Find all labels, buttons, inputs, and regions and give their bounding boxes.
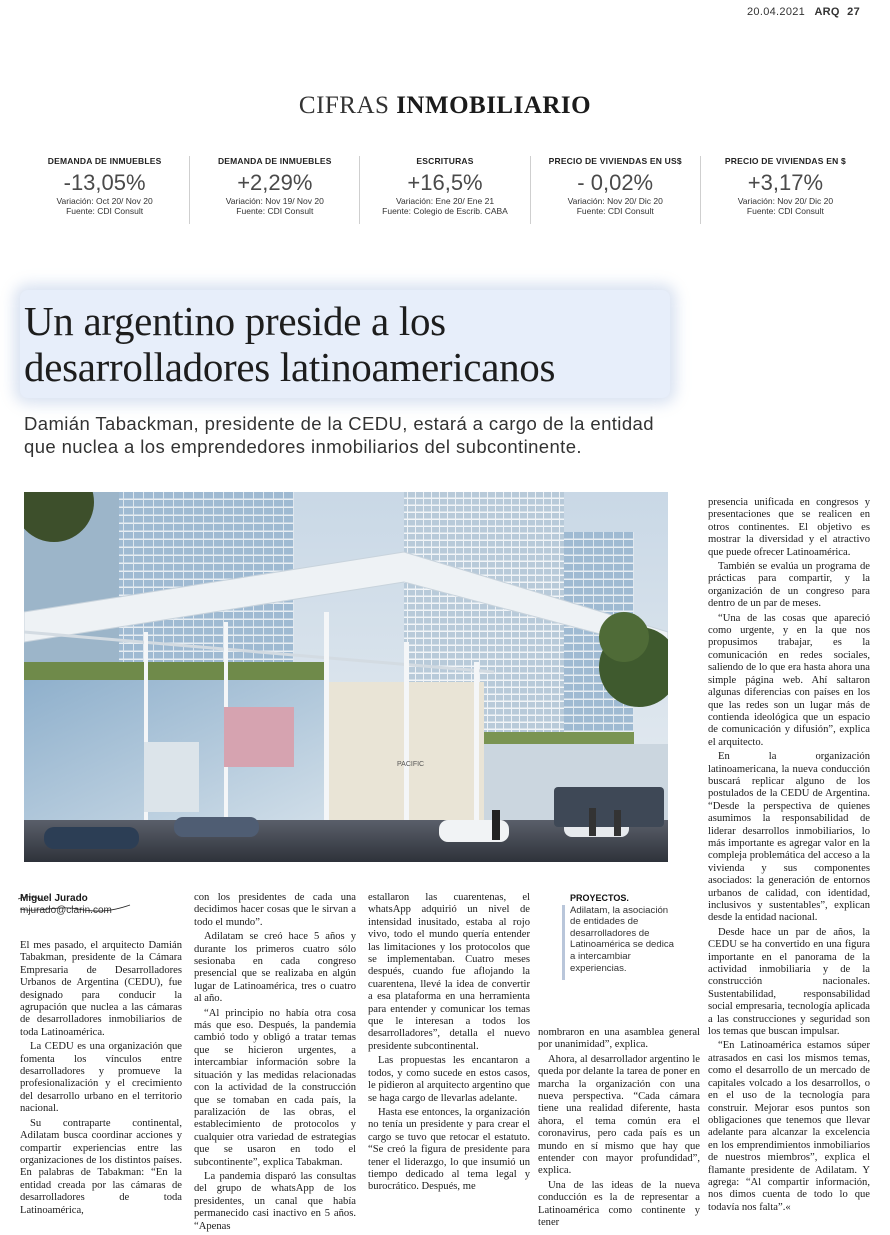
paragraph: En la organización latinoamericana, la nueva conducción buscará replicar alguno de los postulados de la CEDU de Argentina. “Desde la perspectiva de quienes asumimos la responsabilidad de liderar desarrollos inmobiliarios, lo más importante es agregar valor en la compleja problemática del acceso a la vivienda y sus componentes asociados: la generación de entornos urbanos de calidad, con identidad, inclusivos y sustentables”, explican desde la entidad nacional. [708,751,870,924]
stat-source: Fuente: CDI Consult [746,206,824,216]
stat-label: PRECIO DE VIVIENDAS EN US$ [548,156,682,166]
stat-value: +3,17% [747,170,824,195]
paragraph: La pandemia disparó las consultas del grupo de whatsApp de los presidentes, un canal que había permanecido casi inactivo en 5 años. “Apenas [194,1170,356,1232]
headline-line2: desarrolladores latinoamericanos [24,344,556,390]
stat-source: Fuente: CDI Consult [66,206,144,216]
page-number: 27 [847,6,860,18]
section-name: ARQ [814,6,840,18]
paragraph: nombraron en una asamblea general por unanimidad”, explica. [538,1027,700,1051]
paragraph: “Una de las cosas que apareció como urgente, y en la que nos propusimos trabajar, es la comunicación en redes sociales, saliendo de lo que era hasta ahora una simple página web. Ahí saltaron algunas diferencias con países en los que las redes son un lugar más de contienda ideológica que un espacio de comunicación y difusión”, explica el arquitecto. [708,612,870,748]
stats-row [20,156,870,224]
column-5 [708,497,870,1216]
deck-line2: que nuclea a los emprendedores inmobiliarios del subcontinente. [24,436,582,457]
paragraph: Las propuestas les encantaron a todos, y como sucede en estos casos, le pidieron al arquitecto argentino que se haga cargo de llevarlas adelante. [368,1055,530,1104]
stat-label: PRECIO DE VIVIENDAS EN $ [724,156,846,166]
stat-variation: Variación: Nov 20/ Dic 20 [737,196,834,206]
stat-label: DEMANDA DE INMUEBLES [217,156,332,166]
paragraph: “Al principio no había otra cosa más que eso. Después, la pandemia cambió todo y obligó a tratar temas que se hicieron urgentes, a intercambiar información sobre la situación y las medidas relacionadas con la actividad de la construcción que se tomaban en cada país, la paralización de las obras, el establecimiento de protocolos y cualquier otra variedad de estrategias que se usaron en todo el subcontinente”, explica Tabakman. [194,1007,356,1168]
stat-value: +16,5% [407,170,483,195]
caption-text: Adilatam, la asociación de entidades de desarrolladores de Latinoamérica se dedica a intercambiar experiencias. [570,904,674,974]
stat-label: ESCRITURAS [416,156,474,166]
paragraph: Hasta ese entonces, la organización no tenía un presidente y para crear el cargo se tuvo que retocar el estatuto. “Se creó la figura de presidente para tener el liderazgo, lo que insumió un tiempo dedicado al tema legal y burocrático. Después, me [368,1106,530,1193]
stat-source: Fuente: Colegio de Escrib. CABA [382,206,508,216]
paragraph: La CEDU es una organización que fomenta los vínculos entre desarrolladores y promueve la profesionalización y el crecimiento del desarrollo urbano en el territorio nacional. [20,1041,182,1115]
stat-value: - 0,02% [577,170,654,195]
caption-bar [562,905,565,980]
stat-variation: Variación: Nov 19/ Nov 20 [225,196,324,206]
stat-source: Fuente: CDI Consult [576,206,654,216]
paragraph: Desde hace un par de años, la CEDU se ha convertido en una figura importante en el panorama de la actividad inmobiliaria y de la construcción nacionales. Sustentabilidad, responsabilidad social empresaria, tecnología aplicada a las construcciones y seguridad son los temas que buscan impulsar. [708,926,870,1038]
paragraph: con los presidentes de cada una decidimos hacer cosas que le sirvan a todo el mundo”. [194,892,356,928]
stat-item [700,156,870,224]
paragraph: “En Latinoamérica estamos súper atrasados en casi los mismos temas, como el desarrollo de un mercado de capitales volcado a los desarrollos, o en el uso de la tecnología para construir. Mejorar esos puntos son obligaciones que tenemos que llevar adelante para alcanzar la excelencia en los emprendimientos inmobiliarios de nuestros miembros”, explica el flamante presidente de Adilatam. Y agrega: “Al compartir información, nos dimos cuenta de todo lo que todavía nos falta”.« [708,1040,870,1213]
stat-item [359,156,529,224]
caption-title: PROYECTOS. [570,893,629,903]
author-name: Miguel Jurado [20,893,88,904]
paragraph: Adilatam se creó hace 5 años y durante los primeros cuatro sólo sesionaba en cada congreso presencial que se realizaba en algún lugar de Latinoamérica, tres o cuatro al año. [194,931,356,1005]
column-3 [368,892,530,1196]
handwritten-underline [18,893,138,919]
paragraph: presencia unificada en congresos y presentaciones que se realicen en otros continentes. El objetivo es mostrar la diversidad y el atractivo que puede ofrecer Latinoamérica. [708,497,870,558]
column-2 [194,892,356,1235]
cifras-title [0,92,890,120]
paragraph: Una de las ideas de la nueva conducción es la de representar a Latinoamérica como continente y tener [538,1179,700,1229]
paragraph: El mes pasado, el arquitecto Damián Tabakman, presidente de la Cámara Empresaria de Desarrolladores Urbanos de Argentina (CEDU), fue designado para conducir la agrupación que nuclea a las cámaras de desarrolladores inmobiliarios de toda Latinoamérica. [20,940,182,1038]
paragraph: También se evalúa un programa de prácticas para compartir, y la organización de un congreso para dentro de un par de meses. [708,561,870,610]
paragraph: estallaron las cuarentenas, el whatsApp adquirió un nivel de intensidad inusitado, estaba al rojo vivo, todo el mundo quería entender las limitaciones y los protocolos que se implementaban. Cuatro meses después, cuando fue aflojando la cuarentena, llevé la idea de convertir a esa plataforma en una herramienta para entender y comunicar los temas que le interesan a todos los desarrolladores”, detalla el nuevo presidente subcontinental. [368,892,530,1052]
column-1 [20,940,182,1219]
stat-item [530,156,700,224]
stat-value: -13,05% [63,170,146,195]
stat-variation: Variación: Ene 20/ Ene 21 [395,196,495,206]
author-email: mjurado@clarin.com [20,905,112,916]
page-header [747,6,860,18]
cifras-word2: INMOBILIARIO [396,92,592,119]
column-4 [538,1027,700,1232]
stat-value: +2,29% [237,170,313,195]
photo-caption [570,893,680,974]
stat-label: DEMANDA DE INMUEBLES [47,156,162,166]
headline [24,298,684,390]
stat-source: Fuente: CDI Consult [236,206,314,216]
issue-date: 20.04.2021 [747,6,806,18]
paragraph: Ahora, al desarrollador argentino le queda por delante la tarea de poner en marcha la organización con una nueva perspectiva. “Cada cámara tiene una realidad diferente, hasta ahora, el tema común era el coronavirus, pero cada país es un mundo en sí mismo que hay que entender con mayor profundidad”, explica. [538,1053,700,1177]
deck [24,412,874,458]
stat-variation: Variación: Oct 20/ Nov 20 [56,196,153,206]
stat-item [20,156,189,224]
paragraph: Su contraparte continental, Adilatam busca coordinar acciones y compartir experiencias entre las organizaciones de los distintos países. En palabras de Tabakman: “En la entidad creada por las cámaras de desarrolladores de toda Latinoamérica, [20,1117,182,1216]
headline-line1: Un argentino preside a los [24,298,446,344]
building-photo [24,492,668,862]
deck-line1: Damián Tabackman, presidente de la CEDU, estará a cargo de la entidad [24,413,654,434]
stat-variation: Variación: Nov 20/ Dic 20 [567,196,663,206]
cifras-word1: CIFRAS [298,92,390,119]
stat-item [189,156,359,224]
building-sign: PACIFIC [397,761,425,768]
